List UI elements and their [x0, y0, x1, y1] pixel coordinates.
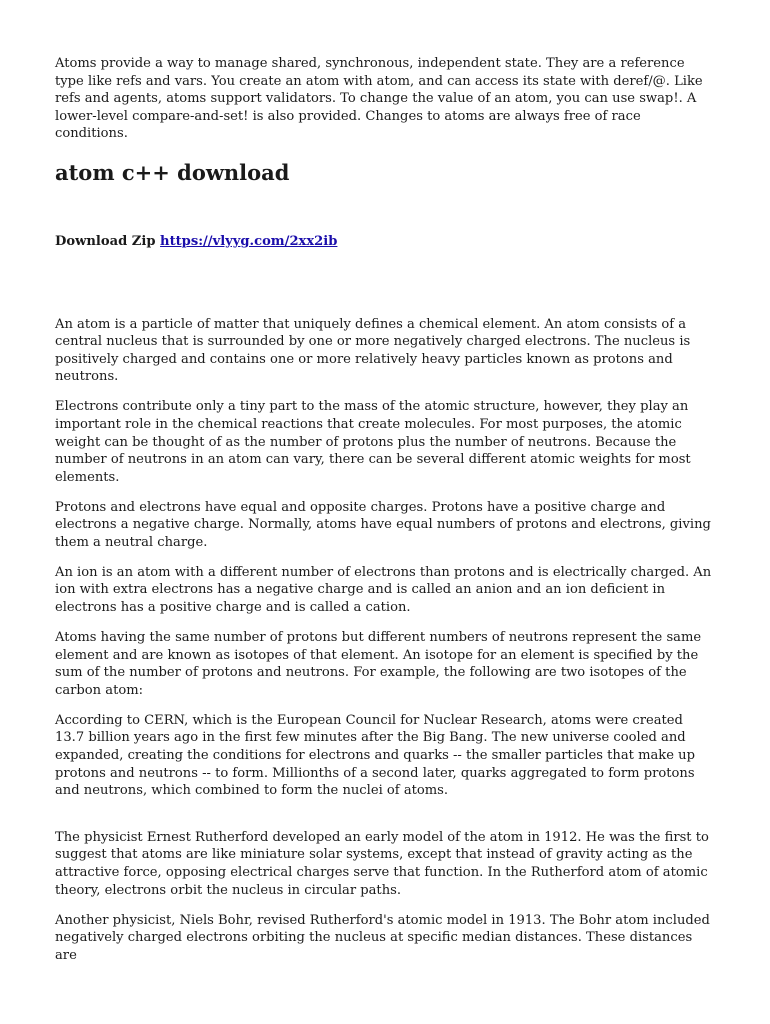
- page-heading: atom c++ download: [55, 159, 290, 185]
- paragraph-bohr: Another physicist, Niels Bohr, revised Rutherford's atomic model in 1913. The Bohr atom included negatively charged electrons orbiting the nucleus at specific median distances. These distances are: [55, 912, 710, 963]
- download-label: Download Zip: [55, 233, 156, 249]
- download-line: [55, 233, 715, 251]
- paragraph-cern: According to CERN, which is the European Council for Nuclear Research, atoms were created 13.7 billion years ago in the first few minutes after the Big Bang. The new universe cooled and expanded, creating the conditions for electrons and quarks -- the smaller particles that make up protons and neutrons -- to form. Millionths of a second later, quarks aggregated to form protons and neutrons, which combined to form the nuclei of atoms.: [55, 712, 695, 799]
- intro-paragraph: Atoms provide a way to manage shared, synchronous, independent state. They are a reference type like refs and vars. You create an atom with atom, and can access its state with deref/@. Like refs and agents, atoms support validators. To change the value of an atom, you can use swap!. A lower-level compare-and-set! is also provided. Changes to atoms are always free of race conditions.: [55, 56, 703, 142]
- paragraph-ions: An ion is an atom with a different number of electrons than protons and is electrically charged. An ion with extra electrons has a negative charge and is called an anion and an ion deficient in electrons has a positive charge and is called a cation.: [55, 564, 712, 616]
- article-body: [55, 316, 715, 965]
- download-link[interactable]: https://vlyyg.com/2xx2ib: [160, 233, 338, 249]
- paragraph-rutherford: The physicist Ernest Rutherford developed an early model of the atom in 1912. He was the first to suggest that atoms are like miniature solar systems, except that instead of gravity acting as the attractive force, opposing electrical charges serve that function. In the Rutherford atom of atomic theory, electrons orbit the nucleus in circular paths.: [55, 829, 709, 898]
- paragraph-isotopes: Atoms having the same number of protons but different numbers of neutrons represent the same element and are known as isotopes of that element. An isotope for an element is specified by the sum of the number of protons and neutrons. For example, the following are two isotopes of the carbon atom:: [55, 630, 702, 698]
- paragraph-electrons: Electrons contribute only a tiny part to the mass of the atomic structure, however, they play an important role in the chemical reactions that create molecules. For most purposes, the atomic weight can be thought of as the number of protons plus the number of neutrons. Because the number of neutrons in an atom can vary, there can be several different atomic weights for most elements.: [55, 399, 691, 485]
- document-page: [55, 55, 715, 977]
- paragraph-atom-definition: An atom is a particle of matter that uniquely defines a chemical element. An atom consists of a central nucleus that is surrounded by one or more negatively charged electrons. The nucleus is positively charged and contains one or more relatively heavy particles known as protons and neutrons.: [55, 316, 691, 385]
- paragraph-charges: Protons and electrons have equal and opposite charges. Protons have a positive charge and electrons a negative charge. Normally, atoms have equal numbers of protons and electrons, giving them a neutral charge.: [55, 499, 711, 550]
